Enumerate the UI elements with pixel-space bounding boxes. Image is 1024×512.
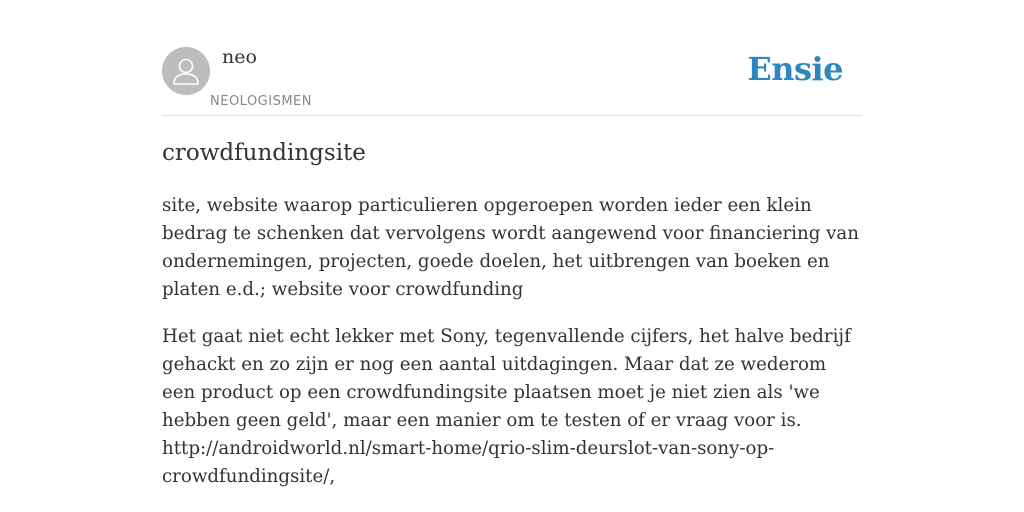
author-name[interactable]: neo — [222, 46, 257, 68]
entry-card — [162, 0, 862, 512]
entry-example: Het gaat niet echt lekker met Sony, tegenvallende cijfers, het halve bedrijf gehackt en zo zijn er nog een aantal uitdagingen. Maar dat ze wederom een product op een crowdfundingsite plaatsen moet je niet zien als 'we hebben geen geld', maar een manier om te testen of er vraag voor is. http://androidworld.nl/smart-home/qrio-slim-deurslot-van-sony-op-crowdfundingsite/, — [162, 326, 851, 487]
avatar[interactable] — [162, 47, 210, 95]
entry-definition: site, website waarop particulieren opgeroepen worden ieder een klein bedrag te schenken dat vervolgens wordt aangewend voor financiering van ondernemingen, projecten, goede doelen, het uitbrengen van boeken en platen e.d.; website voor crowdfunding — [162, 195, 859, 300]
entry-header — [162, 0, 862, 116]
brand-logo[interactable]: Ensie — [747, 50, 843, 88]
category-label[interactable]: NEOLOGISMEN — [210, 94, 312, 109]
entry-title: crowdfundingsite — [162, 140, 366, 166]
user-silhouette-icon — [162, 47, 210, 95]
